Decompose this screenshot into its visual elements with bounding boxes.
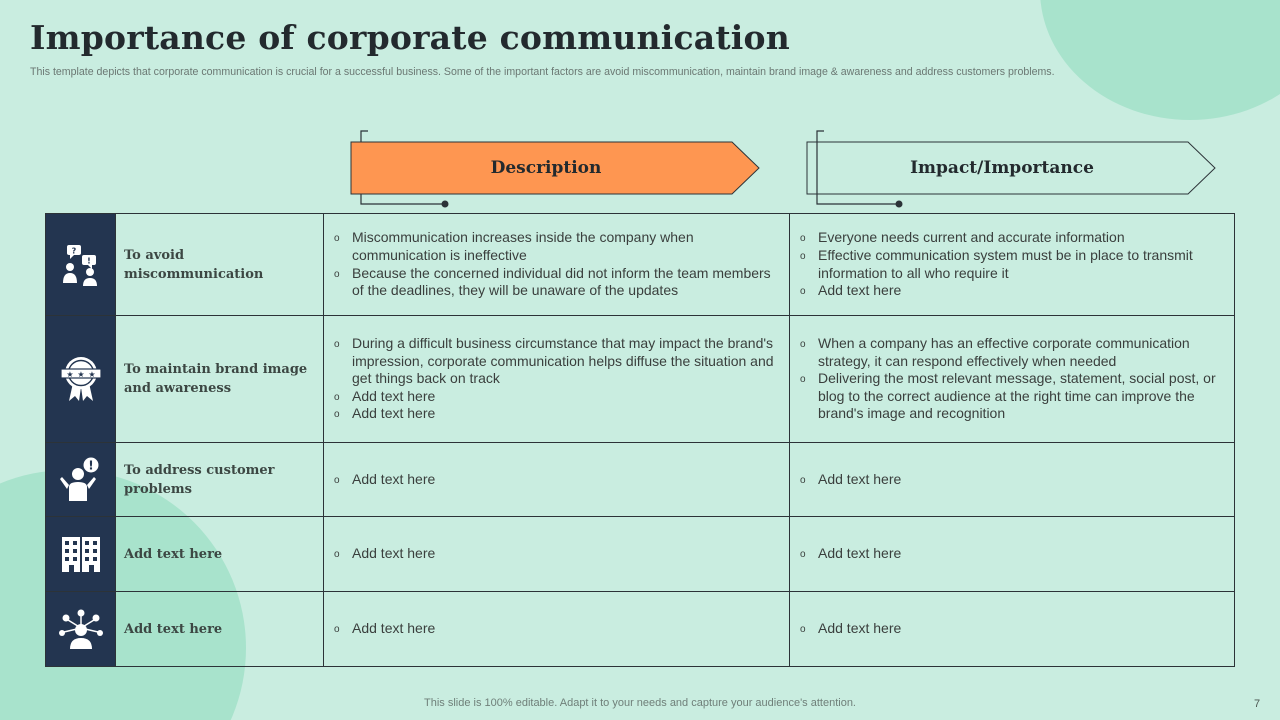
conversation-icon [61, 243, 101, 287]
row-icon-cell [46, 592, 116, 667]
table-row [46, 517, 1235, 592]
svg-text:!: ! [87, 458, 94, 472]
description-cell [324, 443, 790, 517]
description-cell [324, 214, 790, 316]
factors-table [45, 213, 1235, 667]
svg-text:★: ★ [65, 370, 74, 379]
description-bullet: o Add text here [334, 388, 777, 406]
impact-bullet: o Delivering the most relevant message, statement, social post, or blog to the correct audience at the right time can improve the brand's image and recognition [800, 370, 1222, 423]
impact-cell [790, 316, 1235, 443]
svg-text:?: ? [71, 246, 76, 255]
description-bullet: o During a difficult business circumstance that may impact the brand's impression, corporate communication helps diffuse the situation and get things back on track [334, 335, 777, 388]
svg-text:!: ! [86, 256, 91, 265]
page-number: 7 [1254, 698, 1261, 710]
network-person-icon [59, 608, 103, 650]
row-icon-cell [46, 214, 116, 316]
description-bullet: o Miscommunication increases inside the company when communication is ineffective [334, 229, 777, 264]
description-bullet: o Add text here [334, 620, 777, 638]
slide-subtitle: This template depicts that corporate communication is crucial for a successful business. Some of the important factors are avoid miscommunication, maintain brand image & awareness and address customers problems. [30, 66, 1055, 78]
factor-label: Add text here [116, 517, 324, 592]
table-row [46, 316, 1235, 443]
decorative-circle-top-right [1040, 0, 1280, 120]
impact-bullet: o Add text here [800, 471, 1222, 489]
svg-text:★: ★ [87, 370, 96, 379]
description-bullet: o Add text here [334, 405, 777, 423]
building-icon [61, 535, 101, 573]
description-bullet: o Because the concerned individual did not inform the team members of the deadlines, they will be unaware of the updates [334, 265, 777, 300]
impact-header [806, 141, 1218, 195]
description-header-label: Description [490, 158, 602, 178]
factor-label: To avoid miscommunication [116, 214, 324, 316]
slide-footer: This slide is 100% editable. Adapt it to your needs and capture your audience's attention. [424, 697, 856, 709]
impact-bullet: o Add text here [800, 282, 1222, 300]
row-icon-cell [46, 517, 116, 592]
table-row [46, 214, 1235, 316]
factor-label: To maintain brand image and awareness [116, 316, 324, 443]
badge-icon [59, 355, 103, 403]
description-cell [324, 517, 790, 592]
impact-bullet: o Add text here [800, 545, 1222, 563]
table-row [46, 592, 1235, 667]
slide-title: Importance of corporate communication [30, 18, 790, 57]
impact-bullet: o Effective communication system must be in place to transmit information to all who require it [800, 247, 1222, 282]
description-bullet: o Add text here [334, 471, 777, 489]
description-cell [324, 592, 790, 667]
factor-label: To address customer problems [116, 443, 324, 517]
description-cell [324, 316, 790, 443]
table-row [46, 443, 1235, 517]
impact-bullet: o Everyone needs current and accurate information [800, 229, 1222, 247]
row-icon-cell [46, 443, 116, 517]
impact-cell [790, 214, 1235, 316]
factor-label: Add text here [116, 592, 324, 667]
impact-header-label: Impact/Importance [910, 158, 1094, 178]
impact-cell [790, 443, 1235, 517]
impact-bullet: o Add text here [800, 620, 1222, 638]
impact-cell [790, 517, 1235, 592]
svg-text:★: ★ [76, 370, 85, 379]
row-icon-cell [46, 316, 116, 443]
customer-problem-icon [59, 457, 103, 503]
impact-cell [790, 592, 1235, 667]
description-bullet: o Add text here [334, 545, 777, 563]
impact-bullet: o When a company has an effective corporate communication strategy, it can respond effectively when needed [800, 335, 1222, 370]
description-header [350, 141, 762, 195]
